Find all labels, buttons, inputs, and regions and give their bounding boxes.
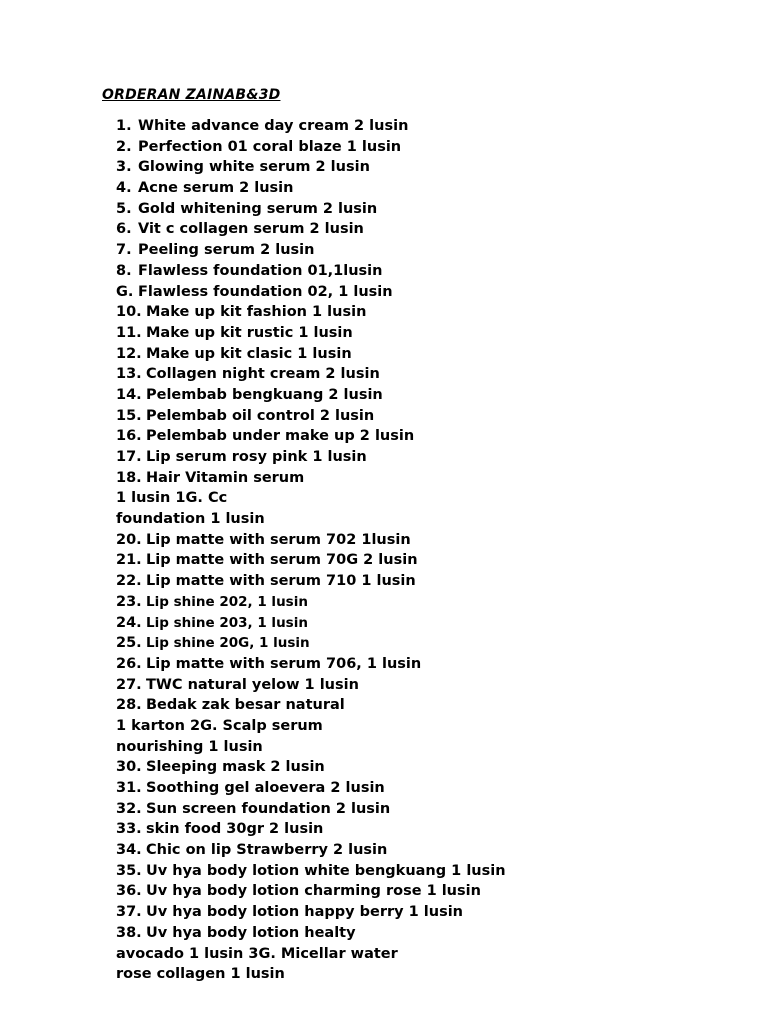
order-line-number: 16. — [116, 428, 142, 445]
order-line-text: Bedak zak besar natural — [146, 697, 345, 714]
order-line-number: 10. — [116, 304, 142, 321]
order-line-text: Lip shine 202, 1 lusin — [146, 593, 308, 610]
order-line-text: Flawless foundation 02, 1 lusin — [138, 283, 393, 300]
order-list — [116, 116, 506, 985]
order-line — [116, 819, 506, 840]
order-line-number: 38. — [116, 924, 142, 941]
order-line-text: Hair Vitamin serum — [146, 469, 305, 486]
order-line-text: Gold whitening serum 2 lusin — [138, 200, 378, 217]
order-line-number: 1. — [116, 118, 132, 134]
order-line-number: 17. — [116, 449, 142, 465]
order-line-text: Uv hya body lotion happy berry 1 lusin — [146, 904, 464, 921]
order-line — [116, 757, 506, 778]
order-line — [116, 261, 506, 282]
order-line-text: Lip shine 203, 1 lusin — [146, 614, 308, 631]
document-title: ORDERAN ZAINAB&3D — [102, 87, 281, 103]
order-line — [116, 509, 506, 530]
order-line-text: skin food 30gr 2 lusin — [146, 821, 324, 838]
order-line-text: rose collagen 1 lusin — [116, 966, 285, 983]
order-line — [116, 695, 506, 716]
order-line — [116, 344, 506, 365]
order-line-number: 2. — [116, 138, 132, 155]
order-line-number: 33. — [116, 821, 142, 838]
order-line-text: Peeling serum 2 lusin — [138, 242, 315, 259]
order-line-text: Uv hya body lotion white bengkuang 1 lusin — [146, 862, 506, 879]
order-line — [116, 530, 506, 551]
order-line-text: Lip serum rosy pink 1 lusin — [146, 449, 367, 465]
order-line — [116, 716, 506, 737]
order-line-number: 36. — [116, 883, 142, 900]
order-line — [116, 550, 506, 571]
order-line — [116, 923, 506, 944]
order-line — [116, 468, 506, 489]
order-line — [116, 447, 506, 468]
order-line-text: TWC natural yelow 1 lusin — [146, 676, 359, 693]
order-line-text: 1 lusin 1G. Cc — [116, 490, 228, 507]
order-line — [116, 654, 506, 675]
order-line-number: 21. — [116, 552, 142, 569]
order-line-number: 18. — [116, 469, 142, 486]
order-line-number: 37. — [116, 904, 142, 921]
order-line — [116, 282, 506, 303]
order-line — [116, 881, 506, 902]
order-line-number: 26. — [116, 655, 142, 672]
order-line-text: Perfection 01 coral blaze 1 lusin — [138, 138, 402, 155]
order-line — [116, 157, 506, 178]
order-line — [116, 902, 506, 923]
order-line — [116, 737, 506, 758]
order-line — [116, 406, 506, 427]
order-line-number: 27. — [116, 676, 142, 693]
order-line-text: Lip matte with serum 70G 2 lusin — [146, 552, 418, 569]
order-line-number: 5. — [116, 200, 132, 217]
order-line — [116, 964, 506, 985]
order-line-text: Vit c collagen serum 2 lusin — [138, 221, 364, 238]
order-line-number: 4. — [116, 180, 132, 197]
order-line-text: avocado 1 lusin 3G. Micellar water — [116, 945, 398, 962]
order-line-number: 11. — [116, 324, 142, 341]
order-line-number: 22. — [116, 573, 142, 590]
order-line-text: Acne serum 2 lusin — [138, 180, 294, 197]
order-line-number: 13. — [116, 366, 142, 383]
order-line — [116, 675, 506, 696]
order-line — [116, 861, 506, 882]
order-line-number: 28. — [116, 697, 142, 714]
order-line-number: 14. — [116, 386, 142, 403]
order-line-text: Lip matte with serum 702 1lusin — [146, 531, 411, 548]
order-line-number: 25. — [116, 635, 142, 652]
order-line — [116, 323, 506, 344]
order-line-text: Pelembab oil control 2 lusin — [146, 407, 375, 424]
order-line — [116, 799, 506, 820]
order-line — [116, 178, 506, 199]
order-line-text: Make up kit clasic 1 lusin — [146, 345, 352, 362]
order-line-text: Uv hya body lotion charming rose 1 lusin — [146, 883, 481, 900]
order-line-text: nourishing 1 lusin — [116, 738, 263, 755]
order-line — [116, 778, 506, 799]
order-line-text: Soothing gel aloevera 2 lusin — [146, 780, 385, 796]
order-line-number: 8. — [116, 262, 132, 279]
order-line — [116, 364, 506, 385]
order-line — [116, 426, 506, 447]
order-line-number: 34. — [116, 842, 142, 859]
order-line — [116, 137, 506, 158]
order-line-text: foundation 1 lusin — [116, 511, 265, 528]
order-line-number: 20. — [116, 531, 142, 548]
order-line-text: Sun screen foundation 2 lusin — [146, 800, 391, 817]
order-line — [116, 116, 506, 137]
order-line — [116, 592, 506, 613]
order-line — [116, 633, 506, 654]
order-line — [116, 571, 506, 592]
order-line-text: Make up kit fashion 1 lusin — [146, 304, 367, 321]
order-line-number: 6. — [116, 221, 132, 238]
order-line — [116, 840, 506, 861]
order-line-number: 7. — [116, 242, 132, 259]
order-line-text: Pelembab under make up 2 lusin — [146, 428, 415, 445]
order-line-text: 1 karton 2G. Scalp serum — [116, 717, 323, 734]
order-line-number: 32. — [116, 800, 142, 817]
order-line — [116, 219, 506, 240]
order-line-text: Uv hya body lotion healty — [146, 924, 356, 941]
order-line-text: Collagen night cream 2 lusin — [146, 366, 380, 383]
order-line-text: Glowing white serum 2 lusin — [138, 159, 370, 176]
order-line-text: Lip matte with serum 706, 1 lusin — [146, 655, 422, 672]
order-line-text: Chic on lip Strawberry 2 lusin — [146, 842, 388, 859]
order-line — [116, 944, 506, 965]
order-line-text: Lip shine 20G, 1 lusin — [146, 635, 310, 652]
order-line — [116, 240, 506, 261]
order-line-number: 30. — [116, 759, 142, 776]
order-line — [116, 302, 506, 323]
order-line-text: White advance day cream 2 lusin — [138, 118, 409, 134]
order-line — [116, 488, 506, 509]
order-line-text: Pelembab bengkuang 2 lusin — [146, 386, 383, 403]
order-line-number: 15. — [116, 407, 142, 424]
order-line-text: Make up kit rustic 1 lusin — [146, 324, 353, 341]
order-line-number: G. — [116, 283, 134, 300]
order-line-text: Lip matte with serum 710 1 lusin — [146, 573, 416, 590]
order-line-text: Flawless foundation 01,1lusin — [138, 262, 383, 279]
order-line-text: Sleeping mask 2 lusin — [146, 759, 325, 776]
order-line — [116, 613, 506, 634]
order-line-number: 23. — [116, 593, 142, 610]
order-line-number: 31. — [116, 780, 142, 796]
order-line-number: 24. — [116, 614, 142, 631]
order-line-number: 35. — [116, 862, 142, 879]
order-line-number: 12. — [116, 345, 142, 362]
order-line-number: 3. — [116, 159, 132, 176]
order-line — [116, 199, 506, 220]
order-line — [116, 385, 506, 406]
